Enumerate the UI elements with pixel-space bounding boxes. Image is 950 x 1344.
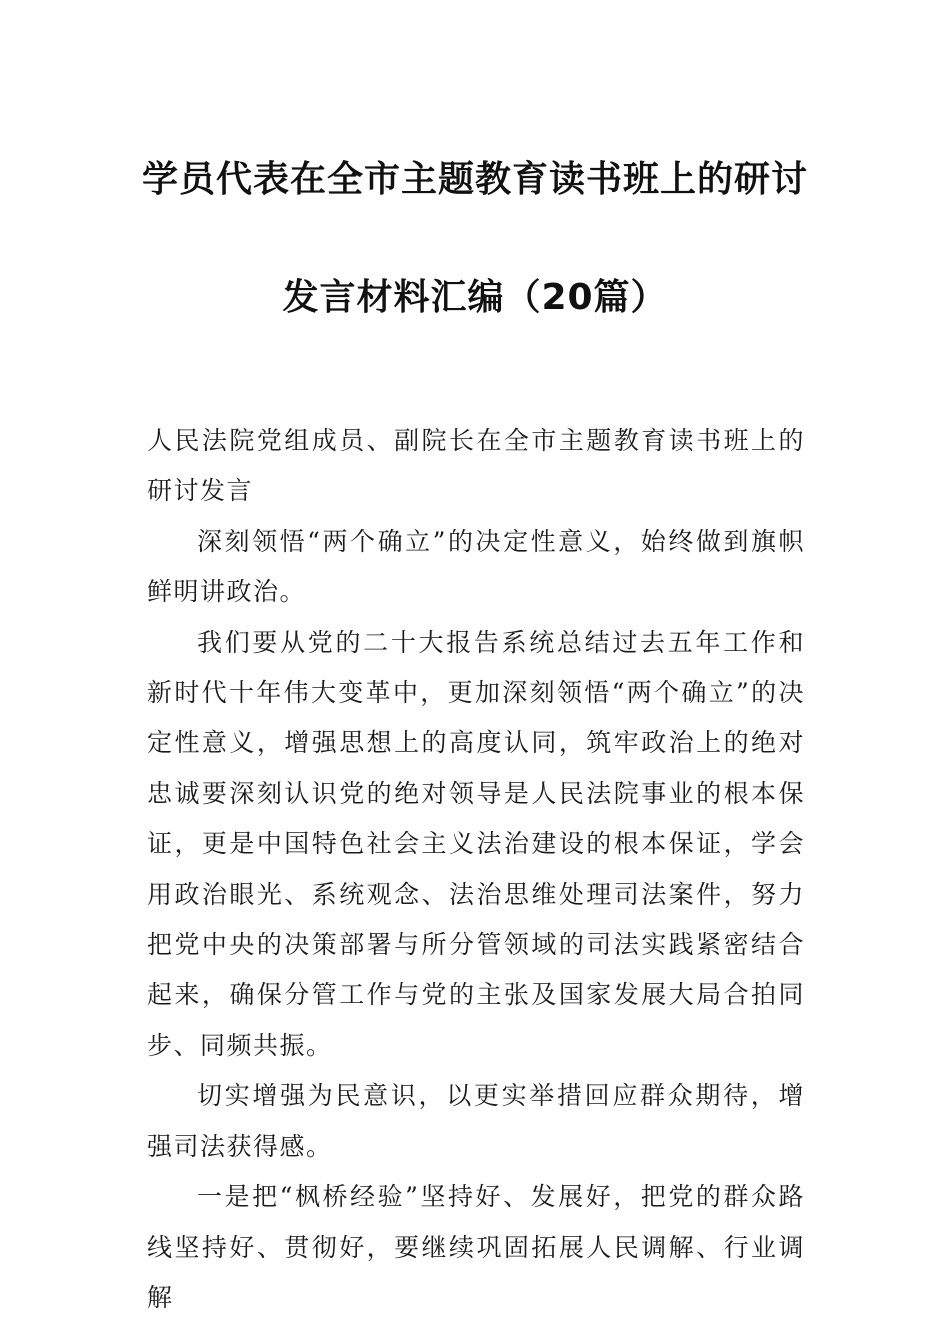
document-title-line-1: 学员代表在全市主题教育读书班上的研讨: [141, 159, 808, 200]
document-body: [147, 416, 805, 1323]
section-heading: 人民法院党组成员、副院长在全市主题教育读书班上的研讨发言: [147, 426, 805, 506]
document-title-line-2: 发言材料汇编（20篇）: [282, 277, 668, 318]
paragraph: 深刻领悟“两个确立”的决定性意义，始终做到旗帜鲜明讲政治。: [147, 526, 805, 607]
paragraph: 我们要从党的二十大报告系统总结过去五年工作和新时代十年伟大变革中，更加深刻领悟“两个确立”的决定性意义，增强思想上的高度认同，筑牢政治上的绝对忠诚要深刻认识党的绝对领导是人民法院事业的根本保证，更是中国特色社会主义法治建设的根本保证，学会用政治眼光、系统观念、法治思维处理司法案件，努力把党中央的决策部署与所分管领域的司法实践紧密结合起来，确保分管工作与党的主张及国家发展大局合拍同步、同频共振。: [147, 627, 805, 1060]
paragraph: 一是把“枫桥经验”坚持好、发展好，把党的群众路线坚持好、贯彻好，要继续巩固拓展人民调解、行业调解: [147, 1182, 805, 1312]
paragraph: 切实增强为民意识，以更实举措回应群众期待，增强司法获得感。: [147, 1081, 805, 1161]
